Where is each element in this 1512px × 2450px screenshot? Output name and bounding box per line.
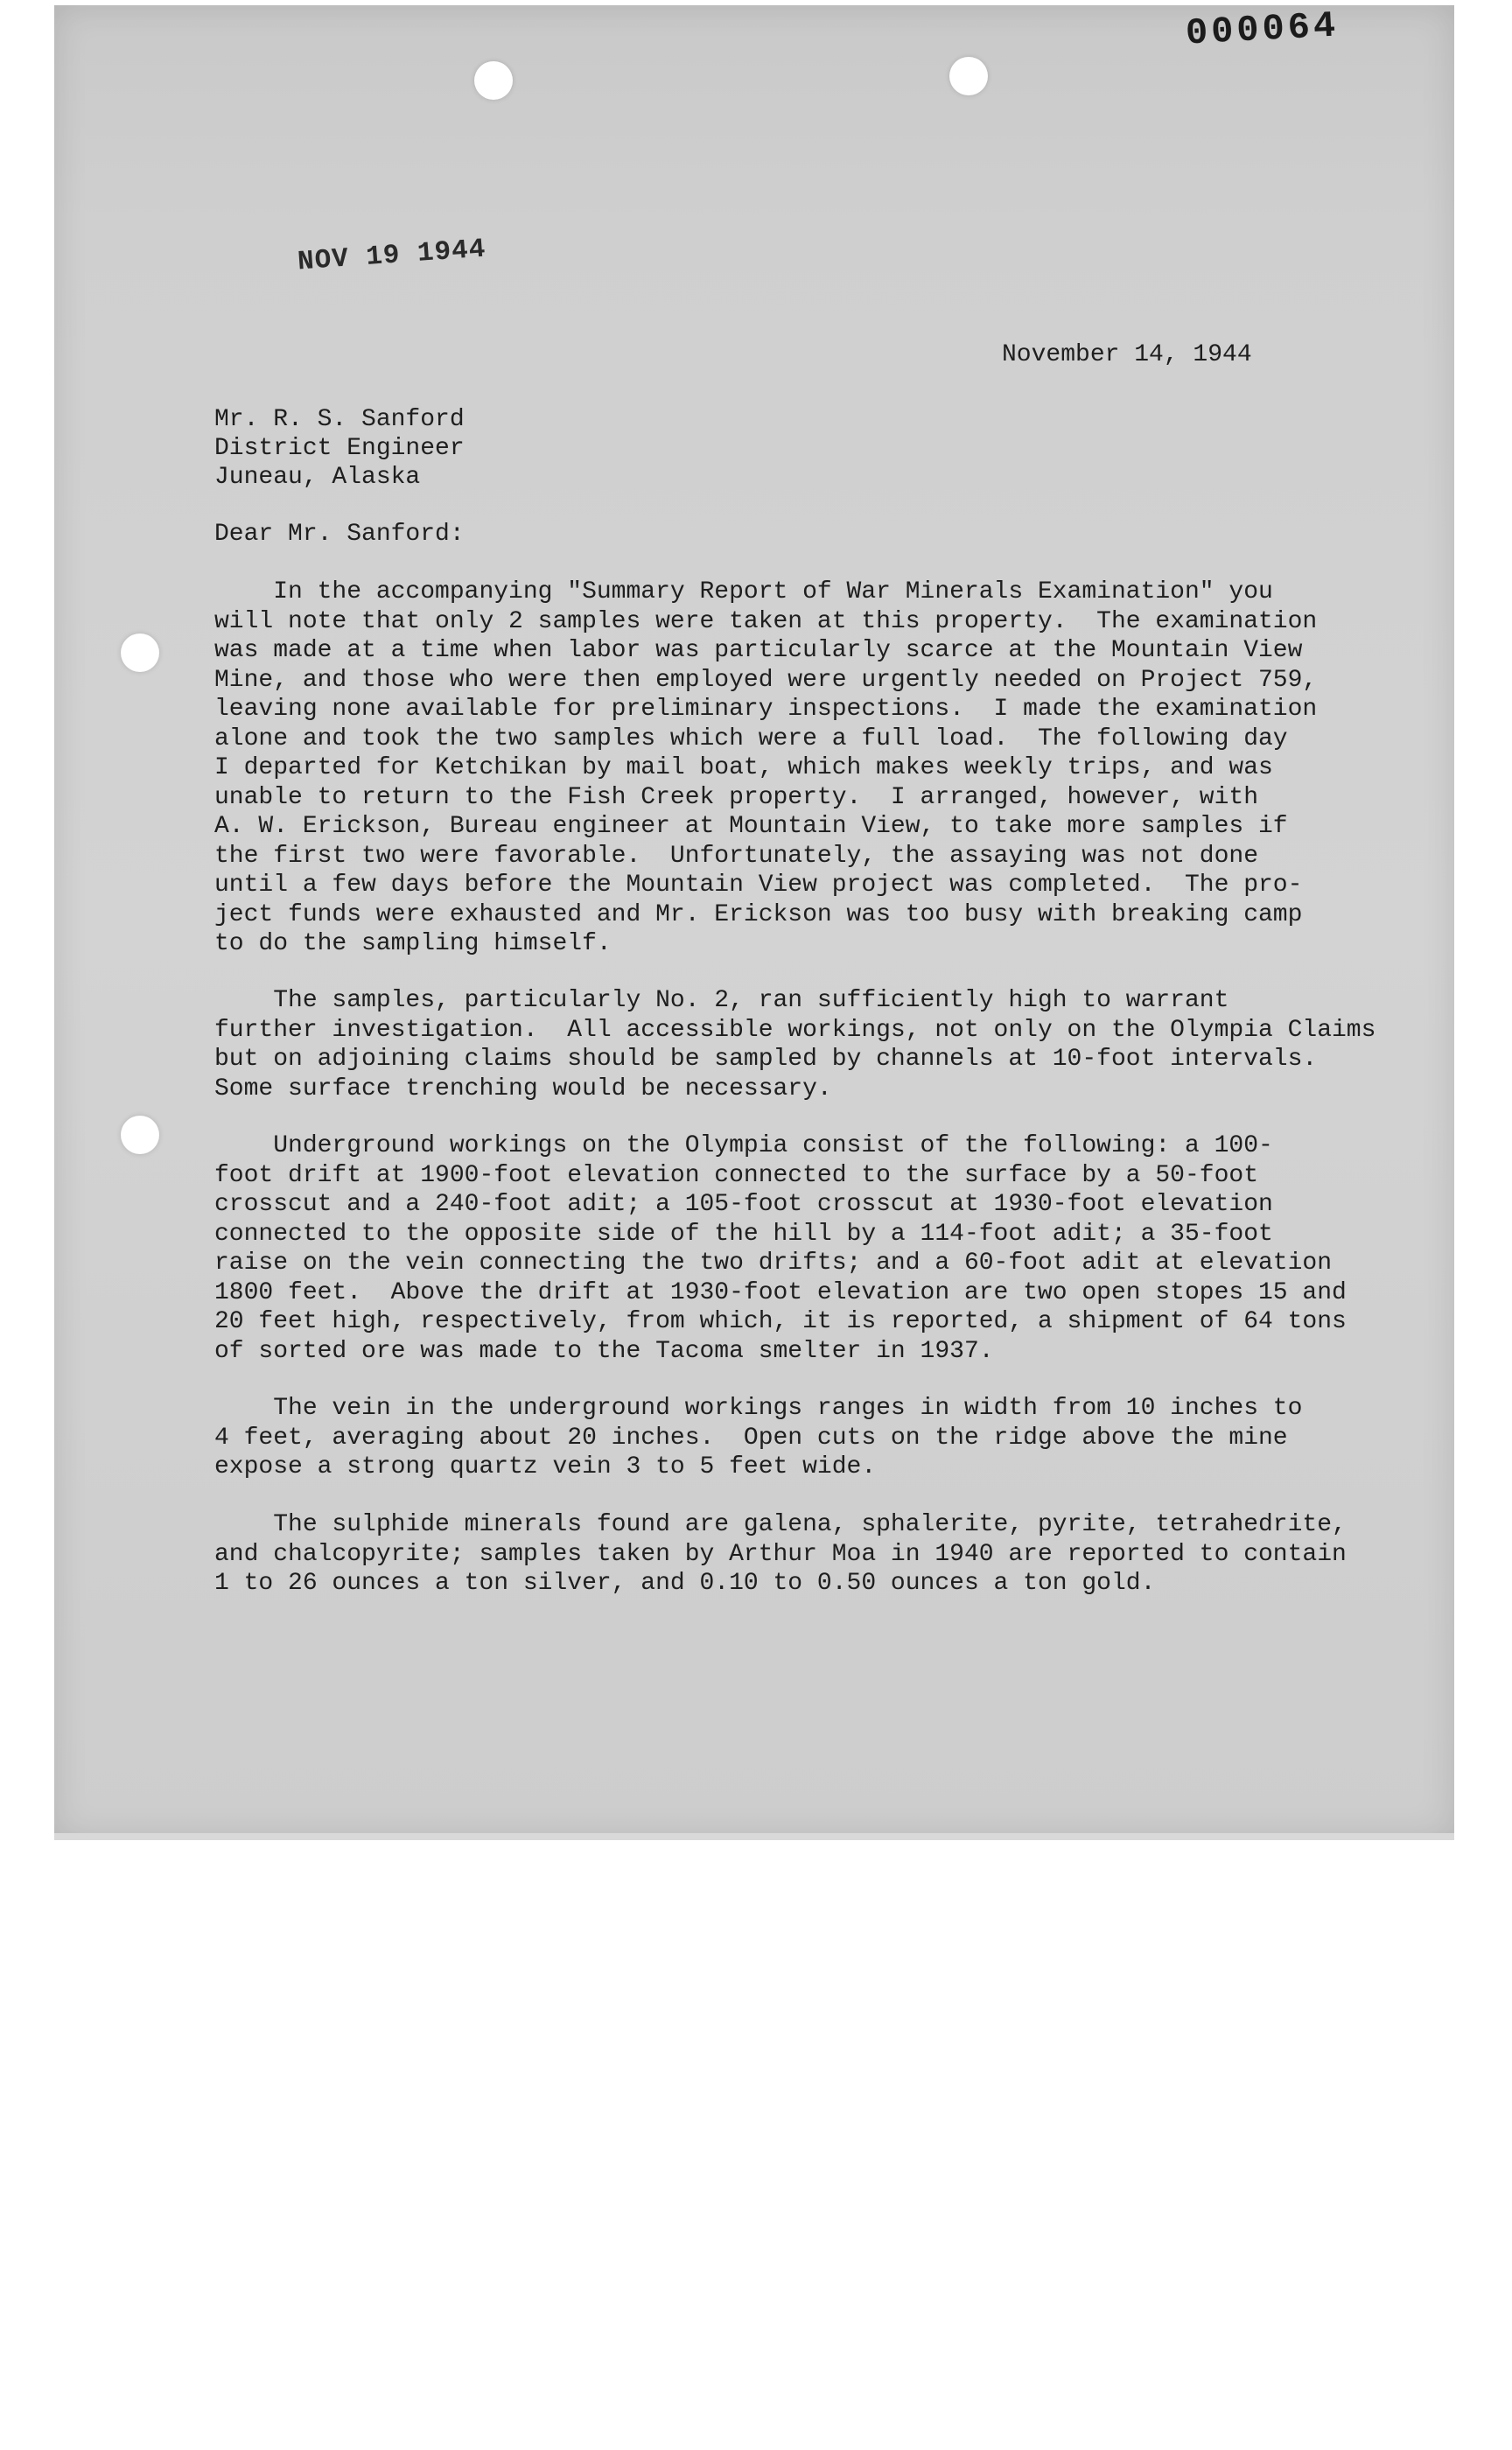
recipient-line: Juneau, Alaska [214,464,421,491]
text-line: A. W. Erickson, Bureau engineer at Mountain View, to take more samples if [214,813,1288,840]
text-line: will note that only 2 samples were taken at this property. The examination [214,607,1318,635]
page-edge [54,1833,1454,1840]
text-line: 1 to 26 ounces a ton silver, and 0.10 to 0.50 ounces a ton gold. [214,1570,1156,1597]
text-line: leaving none available for preliminary inspections. I made the examination [214,696,1318,723]
paragraph-2 [214,986,1376,1103]
text-line: of sorted ore was made to the Tacoma smelter in 1937. [214,1337,994,1365]
text-line: further investigation. All accessible workings, not only on the Olympia Claims [214,1016,1376,1044]
text-line: In the accompanying "Summary Report of War Minerals Examination" you [214,578,1273,606]
text-line: connected to the opposite side of the hill by a 114-foot adit; a 35-foot [214,1220,1273,1248]
letter-date: November 14, 1944 [1002,341,1252,368]
salutation: Dear Mr. Sanford: [214,521,465,548]
paragraph-1 [214,578,1317,959]
received-date-stamp: NOV 19 1944 [297,234,487,278]
text-line: Mine, and those who were then employed were urgently needed on Project 759, [214,666,1318,694]
text-line: unable to return to the Fish Creek property. I arranged, however, with [214,783,1258,811]
text-line: alone and took the two samples which were a full load. The following day [214,724,1288,752]
text-line: I departed for Ketchikan by mail boat, which makes weekly trips, and was [214,754,1273,781]
text-line: expose a strong quartz vein 3 to 5 feet wide. [214,1453,877,1480]
text-line: and chalcopyrite; samples taken by Arthur Moa in 1940 are reported to contain [214,1540,1347,1568]
text-line: Underground workings on the Olympia consist of the following: a 100- [214,1132,1273,1159]
text-line: foot drift at 1900-foot elevation connected to the surface by a 50-foot [214,1161,1258,1189]
text-line: 1800 feet. Above the drift at 1930-foot elevation are two open stopes 15 and [214,1278,1347,1306]
text-line: raise on the vein connecting the two drifts; and a 60-foot adit at elevation [214,1250,1333,1277]
text-line: ject funds were exhausted and Mr. Erickson was too busy with breaking camp [214,900,1303,928]
recipient-address [214,405,465,492]
text-line: The sulphide minerals found are galena, sphalerite, pyrite, tetrahedrite, [214,1511,1347,1538]
text-line: Some surface trenching would be necessary. [214,1074,832,1102]
punch-hole [949,57,988,95]
text-line: 20 feet high, respectively, from which, it is reported, a shipment of 64 tons [214,1308,1347,1335]
file-number: 000064 [1184,4,1340,55]
recipient-line: Mr. R. S. Sanford [214,406,465,433]
text-line: until a few days before the Mountain View project was completed. The pro- [214,872,1303,899]
paragraph-4 [214,1394,1302,1482]
punch-hole [121,634,159,672]
text-line: The samples, particularly No. 2, ran sufficiently high to warrant [214,987,1229,1014]
punch-hole [474,61,513,100]
text-line: crosscut and a 240-foot adit; a 105-foot crosscut at 1930-foot elevation [214,1191,1273,1218]
text-line: but on adjoining claims should be sampled by channels at 10-foot intervals. [214,1046,1318,1073]
text-line: the first two were favorable. Unfortunately, the assaying was not done [214,842,1258,870]
text-line: to do the sampling himself. [214,930,612,957]
paragraph-3 [214,1131,1347,1366]
paragraph-5 [214,1510,1347,1599]
text-line: was made at a time when labor was particularly scarce at the Mountain View [214,637,1303,664]
recipient-line: District Engineer [214,435,465,462]
text-line: The vein in the underground workings ranges in width from 10 inches to [214,1395,1303,1422]
punch-hole [121,1116,159,1154]
text-line: 4 feet, averaging about 20 inches. Open cuts on the ridge above the mine [214,1424,1288,1452]
